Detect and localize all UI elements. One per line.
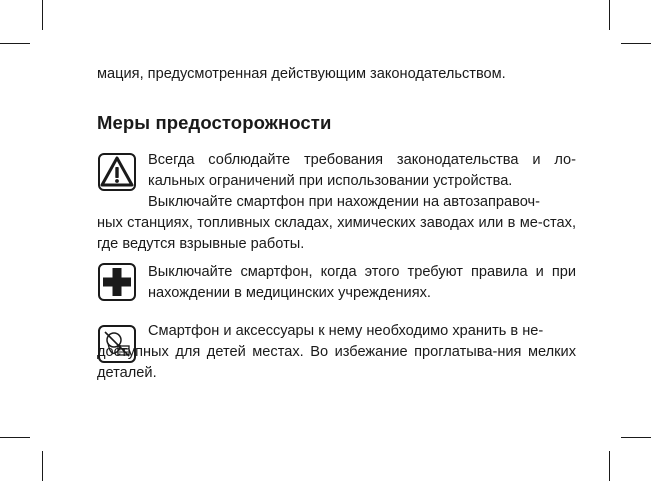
crop-mark-bottom-right-vertical [609,451,610,481]
section-heading: Меры предосторожности [97,112,332,133]
crop-mark-bottom-left-horizontal [0,437,30,438]
intro-text: мация, предусмотренная действующим законодательством. [97,66,506,82]
safety-paragraph-children-continuation: доступных для детей местах. Во избежание проглатыва-ния мелких деталей. [97,344,576,381]
crop-mark-bottom-right-horizontal [621,437,651,438]
crop-mark-top-left-horizontal [0,43,30,44]
safety-paragraph-fuel-first-line: Выключайте смартфон при нахождении на автозаправоч- [148,194,540,210]
warning-triangle-icon [98,153,136,191]
medical-cross-icon [98,263,136,301]
crop-mark-top-left-vertical [42,0,43,30]
safety-paragraph-medical: Выключайте смартфон, когда этого требуют правила и при нахождении в медицинских учреждениях. [148,264,576,301]
crop-mark-top-right-horizontal [621,43,651,44]
safety-paragraph-legislation: Всегда соблюдайте требования законодательства и ло-кальных ограничений при использовании устройства. [148,152,576,189]
crop-mark-top-right-vertical [609,0,610,30]
crop-mark-bottom-left-vertical [42,451,43,481]
safety-paragraph-children-first-line: Смартфон и аксессуары к нему необходимо хранить в не- [148,323,544,339]
safety-paragraph-fuel-continuation: ных станциях, топливных складах, химических заводах или в ме-стах, где ведутся взрывные работы. [97,215,576,252]
